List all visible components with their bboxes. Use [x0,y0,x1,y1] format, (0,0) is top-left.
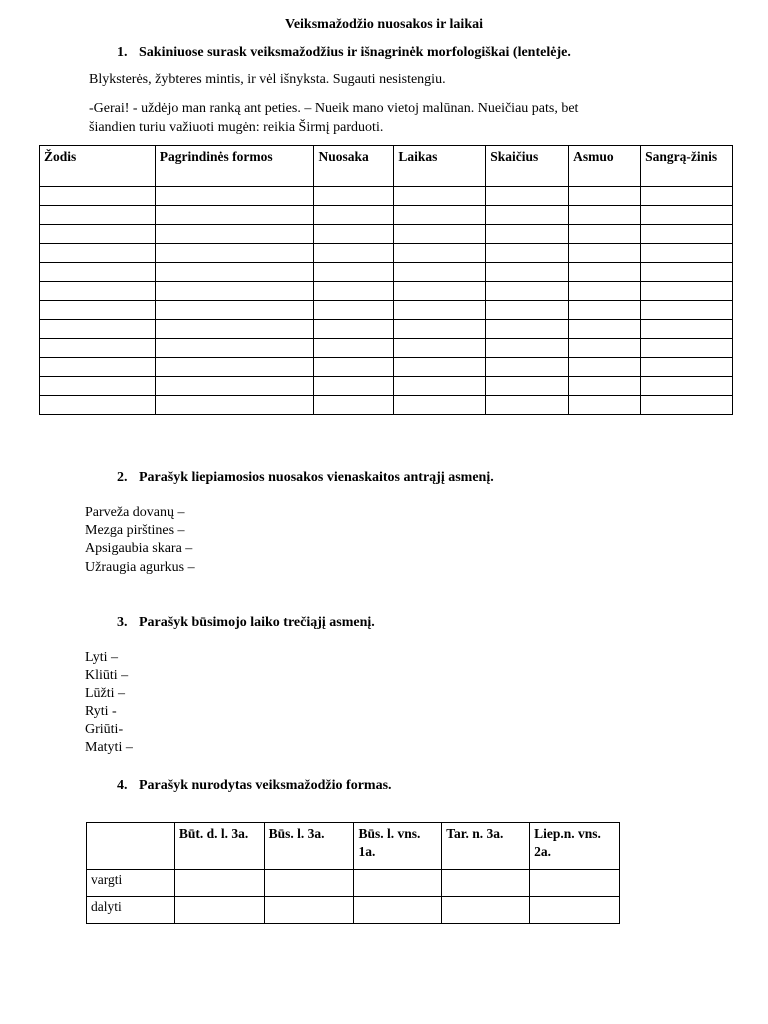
table-cell[interactable] [394,396,486,415]
table-cell[interactable] [314,339,394,358]
table-cell[interactable] [155,263,314,282]
table-cell[interactable] [40,282,156,301]
table-cell[interactable] [155,282,314,301]
table-cell[interactable] [641,377,733,396]
table-row [40,206,733,225]
table-cell[interactable] [641,396,733,415]
table-cell[interactable] [569,377,641,396]
task2-number: 2. [117,470,128,485]
verb-forms-table [86,822,620,924]
task2-item: Apsigaubia skara – [85,541,193,556]
task2-heading [117,470,494,486]
header-cell-pagrindines-formos: Pagrindinės formos [155,146,314,187]
header-cell-skaicius: Skaičius [486,146,569,187]
row-label-cell: vargti [87,870,175,897]
table-cell[interactable] [314,244,394,263]
header-cell-bus-l-3a: Būs. l. 3a. [264,823,354,870]
table-row [40,225,733,244]
table-cell[interactable] [569,320,641,339]
table-cell[interactable] [394,320,486,339]
task3-item: Griūti- [85,722,124,737]
table-cell[interactable] [314,282,394,301]
table-cell[interactable] [314,358,394,377]
row-label-cell: dalyti [87,897,175,924]
table-cell[interactable] [40,225,156,244]
table-cell[interactable] [641,282,733,301]
table-row [40,339,733,358]
table-cell[interactable] [569,339,641,358]
table-cell[interactable] [155,187,314,206]
table-cell[interactable] [314,187,394,206]
task3-item: Kliūti – [85,668,129,683]
table-row [40,282,733,301]
morphology-table [39,145,733,415]
table-cell[interactable] [314,225,394,244]
table-cell[interactable] [155,301,314,320]
task2-item: Parveža dovanų – [85,505,185,520]
table-cell[interactable] [486,187,569,206]
table-cell[interactable] [155,225,314,244]
task1-sentence-2-line-2: šiandien turiu važiuoti mugėn: reikia Širmį parduoti. [89,120,384,135]
table-cell[interactable] [40,320,156,339]
table-cell[interactable] [394,339,486,358]
table-cell[interactable] [486,282,569,301]
task1-heading [117,45,571,61]
table-cell[interactable] [569,396,641,415]
task2-item: Užraugia agurkus – [85,560,195,575]
task3-heading [117,615,375,631]
table-cell[interactable] [155,206,314,225]
table-cell[interactable] [314,301,394,320]
table-cell[interactable] [486,320,569,339]
table-row [40,263,733,282]
task3-item: Lūžti – [85,686,126,701]
table-cell[interactable] [40,358,156,377]
table-cell[interactable] [40,301,156,320]
task2-heading-text: Parašyk liepiamosios nuosakos vienaskaitos antrąjį asmenį. [139,470,494,485]
table-cell[interactable] [394,244,486,263]
table-cell[interactable] [486,339,569,358]
table-cell[interactable] [394,301,486,320]
table-cell[interactable] [569,282,641,301]
table-cell[interactable] [641,358,733,377]
table-cell[interactable] [641,225,733,244]
table-cell[interactable] [641,263,733,282]
task2-item: Mezga pirštines – [85,523,185,538]
table-cell[interactable] [155,358,314,377]
table-cell[interactable] [155,244,314,263]
header-cell-sangrazinis: Sangrą-žinis [641,146,733,187]
table-cell[interactable] [569,206,641,225]
table-cell[interactable] [641,244,733,263]
table-cell[interactable] [40,339,156,358]
table-cell[interactable] [641,339,733,358]
table-cell[interactable] [155,396,314,415]
table-cell[interactable] [394,282,486,301]
table-row [40,396,733,415]
table-row [87,897,620,924]
table-cell[interactable] [394,358,486,377]
table-cell[interactable] [641,320,733,339]
header-cell-but-d-l-3a: Būt. d. l. 3a. [174,823,264,870]
table-cell[interactable] [394,225,486,244]
header-cell-laikas: Laikas [394,146,486,187]
table-cell[interactable] [569,301,641,320]
verb-forms-header-row [87,823,620,870]
table-cell[interactable] [314,320,394,339]
task4-heading [117,778,392,794]
table-cell[interactable] [569,263,641,282]
task4-heading-text: Parašyk nurodytas veiksmažodžio formas. [139,778,392,793]
table-cell[interactable] [486,301,569,320]
header-cell-bus-l-vns-1a: Būs. l. vns. 1a. [354,823,442,870]
table-cell[interactable] [314,377,394,396]
header-cell-liep-n-vns-2a: Liep.n. vns. 2a. [530,823,620,870]
table-row [40,187,733,206]
table-cell[interactable] [354,870,442,897]
table-cell[interactable] [394,187,486,206]
table-row [40,244,733,263]
task1-heading-text: Sakiniuose surask veiksmažodžius ir išnagrinėk morfologiškai (lentelėje. [139,45,571,60]
table-cell[interactable] [641,206,733,225]
table-cell[interactable] [486,263,569,282]
page-title: Veiksmažodžio nuosakos ir laikai [285,17,483,32]
table-row [40,377,733,396]
morphology-table-header-row [40,146,733,187]
table-cell[interactable] [40,206,156,225]
table-row [40,320,733,339]
table-cell[interactable] [40,187,156,206]
task3-heading-text: Parašyk būsimojo laiko trečiąjį asmenį. [139,615,375,630]
table-row [40,301,733,320]
table-cell[interactable] [155,377,314,396]
table-cell[interactable] [486,206,569,225]
table-cell[interactable] [486,358,569,377]
table-cell[interactable] [486,225,569,244]
table-cell[interactable] [641,187,733,206]
table-cell[interactable] [264,870,354,897]
task1-sentence-2-line-1: -Gerai! - uždėjo man ranką ant peties. – Nueik mano vietoj malūnan. Nueičiau pats, bet [89,101,579,116]
header-cell-empty [87,823,175,870]
header-cell-zodis: Žodis [40,146,156,187]
table-cell[interactable] [40,396,156,415]
task3-item: Lyti – [85,650,119,665]
header-cell-tar-n-3a: Tar. n. 3a. [442,823,530,870]
table-cell[interactable] [569,225,641,244]
table-cell[interactable] [569,358,641,377]
table-cell[interactable] [40,244,156,263]
table-cell[interactable] [394,263,486,282]
table-cell[interactable] [394,377,486,396]
table-cell[interactable] [530,870,620,897]
table-cell[interactable] [442,870,530,897]
table-cell[interactable] [442,897,530,924]
table-cell[interactable] [155,339,314,358]
table-cell[interactable] [40,377,156,396]
header-cell-asmuo: Asmuo [569,146,641,187]
task3-number: 3. [117,615,128,630]
header-cell-nuosaka: Nuosaka [314,146,394,187]
table-row [40,358,733,377]
table-cell[interactable] [174,897,264,924]
table-cell[interactable] [155,320,314,339]
table-cell[interactable] [174,870,264,897]
task1-sentence-1: Blyksterės, žybteres mintis, ir vėl išnyksta. Sugauti nesistengiu. [89,72,446,87]
table-cell[interactable] [530,897,620,924]
task4-number: 4. [117,778,128,793]
table-cell[interactable] [314,263,394,282]
table-row [87,870,620,897]
table-cell[interactable] [486,396,569,415]
table-cell[interactable] [641,301,733,320]
table-cell[interactable] [354,897,442,924]
table-cell[interactable] [486,244,569,263]
table-cell[interactable] [40,263,156,282]
table-cell[interactable] [569,244,641,263]
table-cell[interactable] [264,897,354,924]
task1-number: 1. [117,45,128,60]
task3-item: Matyti – [85,740,133,755]
task3-item: Ryti - [85,704,117,719]
table-cell[interactable] [569,187,641,206]
table-cell[interactable] [394,206,486,225]
table-cell[interactable] [486,377,569,396]
table-cell[interactable] [314,206,394,225]
morphology-table-body [40,187,733,415]
table-cell[interactable] [314,396,394,415]
